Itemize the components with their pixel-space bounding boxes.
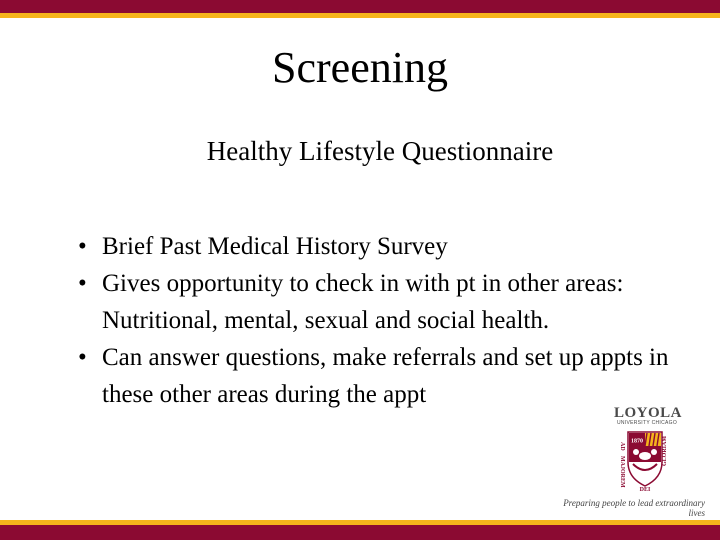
motto-mid2: DEI (639, 487, 651, 493)
bullet-text: Brief Past Medical History Survey (102, 233, 448, 260)
top-maroon-bar (0, 0, 720, 13)
bullet-list (78, 228, 688, 413)
logo-tagline: Preparing people to lead extraordinary lives (563, 498, 705, 518)
bullet-item (78, 265, 688, 339)
logo-year: 1870 (631, 438, 643, 445)
slide-subtitle: Healthy Lifestyle Questionnaire (206, 136, 554, 166)
bullet-marker: • (78, 270, 87, 297)
slide-title: Screening (272, 43, 448, 92)
bullet-marker: • (78, 233, 87, 260)
shield-pot-icon (639, 452, 651, 460)
shield-wolf-right-icon (651, 449, 657, 455)
shield-wolf-left-icon (633, 449, 639, 455)
bullet-text: Gives opportunity to check in with pt in other areas: Nutritional, mental, sexual and social health. (102, 270, 624, 334)
motto-right: GLORIAM (662, 436, 668, 466)
motto-left: AD (619, 442, 625, 451)
bullet-item (78, 339, 688, 413)
top-gold-bar (0, 13, 720, 18)
bullet-item (78, 228, 688, 265)
loyola-shield-icon (600, 404, 690, 494)
bullet-marker: • (78, 344, 87, 371)
bullet-text: Can answer questions, make referrals and set up appts in these other areas during the appt (102, 344, 669, 408)
motto-mid1: MAJOREM (619, 456, 625, 488)
logo-subtitle: UNIVERSITY CHICAGO (616, 420, 678, 426)
bottom-maroon-bar (0, 525, 720, 540)
logo-wordmark: LOYOLA (614, 405, 683, 421)
